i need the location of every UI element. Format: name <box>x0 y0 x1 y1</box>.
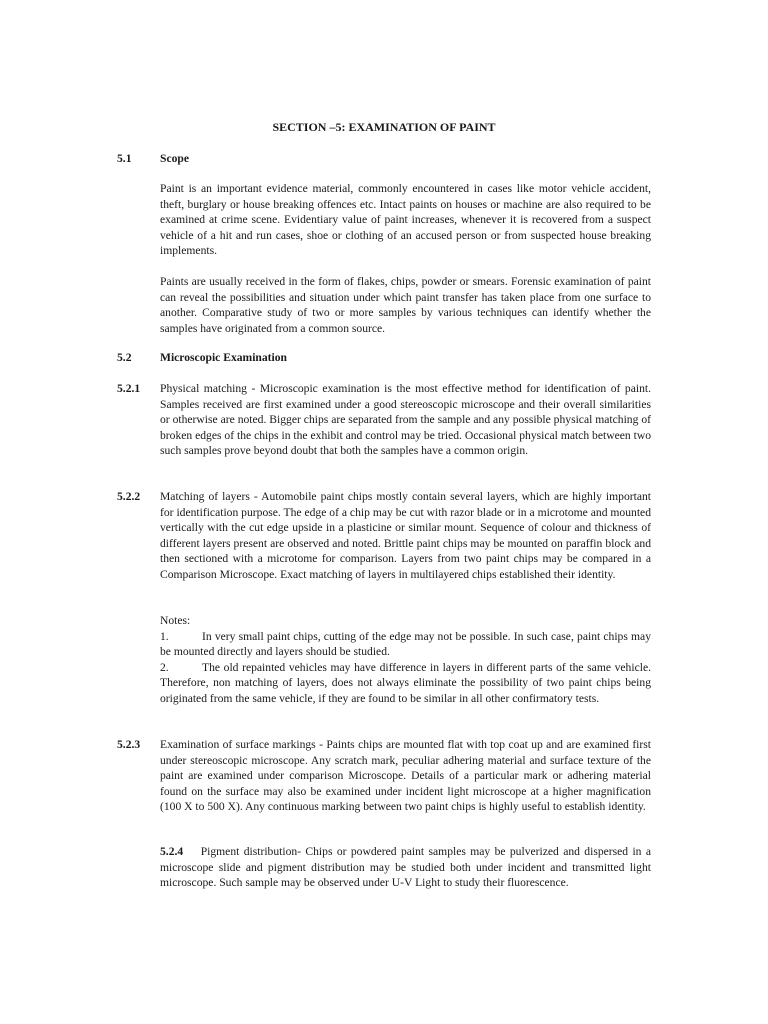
note-item <box>160 629 651 660</box>
section-number-5-2-4: 5.2.4 <box>160 845 184 858</box>
scope-paragraph-1: Paint is an important evidence material, commonly encountered in cases like motor vehicle accident, theft, burglary or house breaking offences etc. Intact paints on houses or machine are also required to be examined at crime scene. Evidentiary value of paint increases, whenever it is recovered from a suspect vehicle of a hit and run cases, shoe or clothing of an accused person or from suspected house breaking implements. <box>160 182 651 258</box>
notes-label: Notes: <box>160 614 191 627</box>
note-item <box>160 660 651 707</box>
heading-scope: Scope <box>160 152 189 165</box>
physical-matching-paragraph: Physical matching - Microscopic examination is the most effective method for identification of paint. Samples received are first examined under a good stereoscopic microscope and their overall similarities or otherwise are noted. Bigger chips are separated from the sample and any possible physical matching of broken edges of the chips in the exhibit and control may be tried. Occasional physical match between two such samples prove beyond doubt that both the samples have a common origin. <box>160 382 651 458</box>
scope-paragraph-2: Paints are usually received in the form of flakes, chips, powder or smears. Forensic examination of paint can reveal the possibilities and situation under which paint transfer has taken place from one surface to another. Comparative study of two or more samples by various techniques can identify whether the samples have originated from a common source. <box>160 275 651 335</box>
matching-of-layers-paragraph: Matching of layers - Automobile paint chips mostly contain several layers, which are highly important for identification purpose. The edge of a chip may be cut with razor blade or in a microtome and mounted vertically with the cut edge upside in a plasticine or similar mount. Sequence of colour and thickness of different layers present are observed and noted. Brittle paint chips may be mounted on paraffin block and then sectioned with a microtome for comparison. Layers from two paint chips may be compared in a Comparison Microscope. Exact matching of layers in multilayered chips established their identity. <box>160 490 651 581</box>
section-number-5-1: 5.1 <box>117 152 132 165</box>
surface-markings-paragraph: Examination of surface markings - Paints chips are mounted flat with top coat up and are examined first under stereoscopic microscope. Any scratch mark, peculiar adhering material and surface texture of the paint are examined under comparison Microscope. Details of a particular mark or adhering material found on the surface may also be examined under incident light microscope at a higher magnification (100 X to 500 X). Any continuous marking between two paint chips is highly useful to establish identity. <box>160 738 651 814</box>
heading-microscopic-examination: Microscopic Examination <box>160 351 287 364</box>
section-number-5-2-1: 5.2.1 <box>117 382 141 395</box>
section-title: SECTION –5: EXAMINATION OF PAINT <box>272 120 496 134</box>
section-number-5-2-2: 5.2.2 <box>117 490 141 503</box>
section-number-5-2: 5.2 <box>117 351 132 364</box>
note-index: 2. <box>160 660 169 674</box>
notes-block <box>160 613 651 707</box>
note-text: In very small paint chips, cutting of the edge may not be possible. In such case, paint chips may be mounted directly and layers should be studied. <box>160 629 651 659</box>
note-index: 1. <box>160 629 169 643</box>
note-text: The old repainted vehicles may have difference in layers in different parts of the same vehicle. Therefore, non matching of layers, does not always eliminate the possibility of two paint chips being originated from the same vehicle, if they are found to be similar in all other confirmatory tests. <box>160 660 651 705</box>
pigment-distribution-text: Pigment distribution- Chips or powdered paint samples may be pulverized and dispersed in a microscope slide and pigment distribution may be studied both under incident and transmitted light microscope. Such sample may be observed under U-V Light to study their fluorescence. <box>160 845 652 890</box>
section-number-5-2-3: 5.2.3 <box>117 738 141 751</box>
pigment-distribution-paragraph <box>160 844 651 891</box>
